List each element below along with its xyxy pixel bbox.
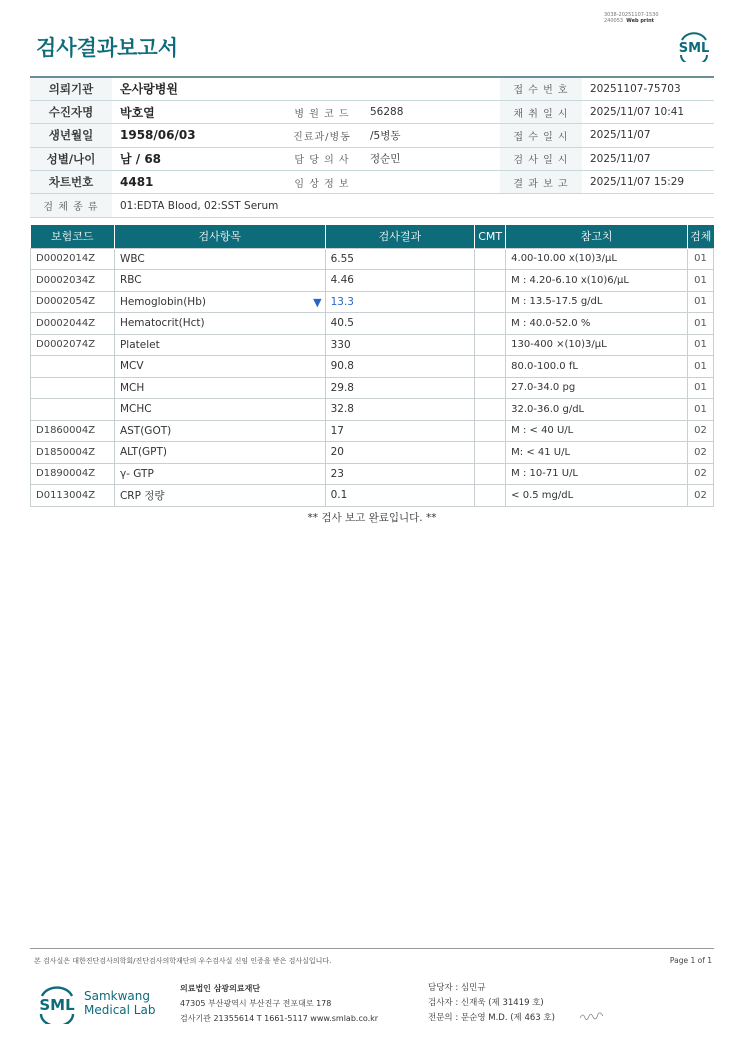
column-header: 보험코드 <box>31 225 115 248</box>
specimen-cell: 02 <box>687 420 713 442</box>
test-item-cell: Platelet <box>114 334 325 356</box>
footer-divider <box>30 948 714 949</box>
table-row <box>31 291 714 313</box>
result-cell <box>325 248 475 270</box>
organization-info <box>180 981 378 1026</box>
staff-line: 담당자 : 심민규 <box>428 983 486 993</box>
info-label: 수진자명 <box>30 100 112 123</box>
info-value: /5병동 <box>362 124 500 147</box>
info-label: 진료과/병동 <box>282 124 362 147</box>
info-value <box>362 77 500 100</box>
test-item-cell: MCHC <box>114 399 325 421</box>
staff-line: 전문의 : 문순영 M.D. (제 463 호) <box>428 1013 555 1023</box>
result-value: 4.46 <box>330 274 354 287</box>
column-header: 검사항목 <box>114 225 325 248</box>
test-item-cell: Hematocrit(Hct) <box>114 313 325 335</box>
info-row <box>30 77 714 100</box>
cmt-cell <box>475 313 506 335</box>
organization-address: 47305 부산광역시 부산진구 전포대로 178 <box>180 999 332 1008</box>
cmt-cell <box>475 485 506 507</box>
insurance-code-cell: D1850004Z <box>31 442 115 464</box>
page-number: Page 1 of 1 <box>669 956 712 965</box>
signature <box>578 1010 606 1022</box>
reference-cell: M : 40.0-52.0 % <box>506 313 688 335</box>
info-row <box>30 147 714 170</box>
info-value: 4481 <box>112 171 282 194</box>
certification-note: 본 검사실은 대한진단검사의학회/진단검사의학재단의 우수검사실 신임 인증을 받은 검사실입니다. <box>34 957 332 965</box>
reference-cell: M: < 41 U/L <box>506 442 688 464</box>
insurance-code-cell: D0002074Z <box>31 334 115 356</box>
test-item-label: Hemoglobin(Hb) <box>119 295 206 308</box>
insurance-code-cell: D0002044Z <box>31 313 115 335</box>
cmt-cell <box>475 356 506 378</box>
sml-footer-logo <box>36 980 78 1024</box>
info-value: 2025/11/07 15:29 <box>582 171 714 194</box>
low-flag-icon: ▼ <box>313 295 322 309</box>
result-value: 40.5 <box>330 317 354 330</box>
organization-name: 의료법인 삼광의료재단 <box>180 984 261 993</box>
web-print-label: Web print <box>626 18 655 24</box>
specimen-label: 검 체 종 류 <box>30 194 112 217</box>
insurance-code-cell: D0002014Z <box>31 248 115 270</box>
info-value <box>362 171 500 194</box>
specimen-cell: 01 <box>687 313 713 335</box>
info-value: 2025/11/07 10:41 <box>582 100 714 123</box>
brand-line: Samkwang <box>84 989 150 1003</box>
insurance-code-cell: D1860004Z <box>31 420 115 442</box>
info-row <box>30 100 714 123</box>
insurance-code-cell: D0002034Z <box>31 270 115 292</box>
test-item-cell: AST(GOT) <box>114 420 325 442</box>
info-label: 성별/나이 <box>30 147 112 170</box>
specimen-cell: 01 <box>687 291 713 313</box>
table-row <box>31 485 714 507</box>
specimen-cell: 01 <box>687 399 713 421</box>
insurance-code-cell: D0002054Z <box>31 291 115 313</box>
table-row <box>31 313 714 335</box>
reference-cell: M : 4.20-6.10 x(10)6/μL <box>506 270 688 292</box>
reference-cell: M : 13.5-17.5 g/dL <box>506 291 688 313</box>
cmt-cell <box>475 442 506 464</box>
result-value: 330 <box>330 338 351 351</box>
table-row <box>31 248 714 270</box>
table-row <box>31 463 714 485</box>
cmt-cell <box>475 463 506 485</box>
brand-line: Medical Lab <box>84 1003 156 1017</box>
info-label: 검 사 일 시 <box>500 147 582 170</box>
info-value: 박호열 <box>112 100 282 123</box>
info-value: 20251107-75703 <box>582 77 714 100</box>
info-label: 채 취 일 시 <box>500 100 582 123</box>
insurance-code-cell <box>31 399 115 421</box>
test-item-cell: WBC <box>114 248 325 270</box>
result-cell <box>325 463 475 485</box>
info-value: 1958/06/03 <box>112 124 282 147</box>
svg-text:SML: SML <box>39 996 75 1014</box>
info-value: 2025/11/07 <box>582 147 714 170</box>
test-item-cell: RBC <box>114 270 325 292</box>
specimen-cell: 01 <box>687 334 713 356</box>
brand-name <box>84 989 155 1017</box>
info-label: 병 원 코 드 <box>282 100 362 123</box>
table-row <box>31 356 714 378</box>
reference-cell: 130-400 ×(10)3/μL <box>506 334 688 356</box>
result-cell <box>325 270 475 292</box>
document-code-line2: 240053 <box>604 18 624 24</box>
test-item-cell: MCH <box>114 377 325 399</box>
results-table <box>30 225 714 507</box>
result-cell <box>325 485 475 507</box>
info-value: 56288 <box>362 100 500 123</box>
completion-note: ** 검사 보고 완료입니다. ** <box>307 512 437 524</box>
reference-cell: M : < 40 U/L <box>506 420 688 442</box>
test-item-cell: CRP 정량 <box>114 485 325 507</box>
document-code-line1: 3038-20251107-1530 <box>604 12 659 18</box>
test-item-cell: γ- GTP <box>114 463 325 485</box>
result-value: 6.55 <box>330 252 354 265</box>
table-row <box>31 442 714 464</box>
reference-cell: < 0.5 mg/dL <box>506 485 688 507</box>
result-value: 29.8 <box>330 381 354 394</box>
column-header: 검체 <box>687 225 713 248</box>
cmt-cell <box>475 291 506 313</box>
organization-contact: 검사기관 21355614 T 1661-5117 www.smlab.co.kr <box>180 1014 379 1023</box>
table-row <box>31 270 714 292</box>
result-value: 13.3 <box>330 295 354 308</box>
staff-info <box>428 981 555 1026</box>
specimen-cell: 01 <box>687 377 713 399</box>
specimen-cell: 01 <box>687 270 713 292</box>
info-label <box>282 77 362 100</box>
staff-line: 검사자 : 신재욱 (제 31419 호) <box>428 998 544 1008</box>
result-cell <box>325 377 475 399</box>
page-title: 검사결과보고서 <box>36 36 179 60</box>
sml-logo <box>676 28 712 62</box>
result-value: 23 <box>330 467 344 480</box>
test-item-cell <box>114 291 325 313</box>
reference-cell: 80.0-100.0 fL <box>506 356 688 378</box>
result-cell <box>325 334 475 356</box>
info-value: 정순민 <box>362 147 500 170</box>
table-row <box>31 420 714 442</box>
result-value: 20 <box>330 446 344 459</box>
cmt-cell <box>475 334 506 356</box>
insurance-code-cell: D0113004Z <box>31 485 115 507</box>
result-value: 32.8 <box>330 403 354 416</box>
result-cell <box>325 399 475 421</box>
insurance-code-cell <box>31 356 115 378</box>
reference-cell: 32.0-36.0 g/dL <box>506 399 688 421</box>
insurance-code-cell <box>31 377 115 399</box>
table-row <box>31 399 714 421</box>
specimen-value: 01:EDTA Blood, 02:SST Serum <box>112 194 714 217</box>
cmt-cell <box>475 377 506 399</box>
info-value: 남 / 68 <box>112 147 282 170</box>
specimen-cell: 02 <box>687 485 713 507</box>
result-cell <box>325 313 475 335</box>
result-value: 0.1 <box>330 489 348 502</box>
document-code <box>604 12 659 24</box>
specimen-cell: 01 <box>687 248 713 270</box>
result-value: 90.8 <box>330 360 354 373</box>
result-cell <box>325 356 475 378</box>
info-label: 결 과 보 고 <box>500 171 582 194</box>
specimen-cell: 02 <box>687 442 713 464</box>
result-cell <box>325 442 475 464</box>
info-label: 의뢰기관 <box>30 77 112 100</box>
info-value: 온사랑병원 <box>112 77 282 100</box>
info-value: 2025/11/07 <box>582 124 714 147</box>
info-label: 접 수 번 호 <box>500 77 582 100</box>
info-label: 생년월일 <box>30 124 112 147</box>
column-header: CMT <box>475 225 506 248</box>
results-header-row <box>31 225 714 248</box>
reference-cell: 27.0-34.0 pg <box>506 377 688 399</box>
insurance-code-cell: D1890004Z <box>31 463 115 485</box>
result-cell <box>325 291 475 313</box>
info-row <box>30 124 714 147</box>
info-label: 담 당 의 사 <box>282 147 362 170</box>
table-row <box>31 377 714 399</box>
cmt-cell <box>475 270 506 292</box>
patient-info-table <box>30 76 714 218</box>
info-label: 임 상 정 보 <box>282 171 362 194</box>
column-header: 참고치 <box>506 225 688 248</box>
svg-text:SML: SML <box>678 41 710 56</box>
reference-cell: M : 10-71 U/L <box>506 463 688 485</box>
reference-cell: 4.00-10.00 x(10)3/μL <box>506 248 688 270</box>
result-cell <box>325 420 475 442</box>
table-row <box>31 334 714 356</box>
cmt-cell <box>475 248 506 270</box>
cmt-cell <box>475 399 506 421</box>
result-value: 17 <box>330 424 344 437</box>
cmt-cell <box>475 420 506 442</box>
specimen-cell: 01 <box>687 356 713 378</box>
test-item-cell: MCV <box>114 356 325 378</box>
info-row <box>30 171 714 194</box>
test-item-cell: ALT(GPT) <box>114 442 325 464</box>
specimen-cell: 02 <box>687 463 713 485</box>
column-header: 검사결과 <box>325 225 475 248</box>
info-row-specimen <box>30 194 714 217</box>
info-label: 차트번호 <box>30 171 112 194</box>
info-label: 접 수 일 시 <box>500 124 582 147</box>
